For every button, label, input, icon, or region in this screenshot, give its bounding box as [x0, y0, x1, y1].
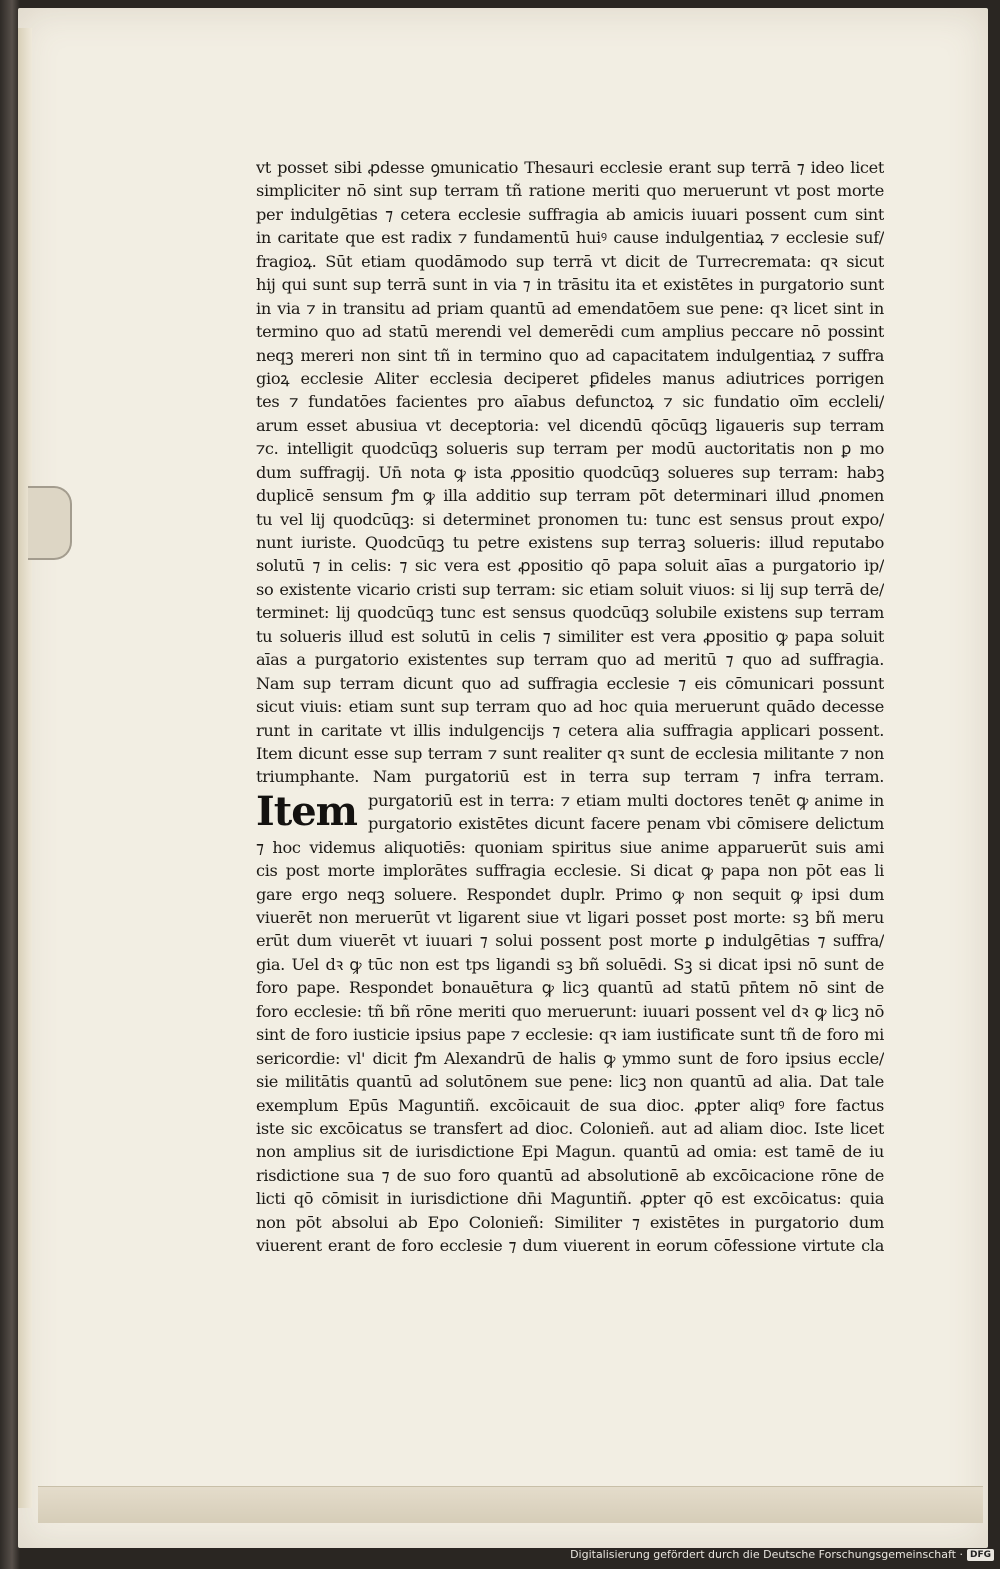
text-line: sicut viuis: etiam sunt sup terram quo ad hoc quia meruerunt quādo decesse [256, 697, 884, 717]
text-line: erūt dum viuerēt vt iuuari ⁊ solui possent post morte ꝑ indulgētias ⁊ suffra/ [256, 931, 884, 951]
text-line: per indulgētias ⁊ cetera ecclesie suffragia ab amicis iuuari possent cum sint [256, 204, 884, 224]
text-column [256, 156, 884, 1258]
page-edge [18, 28, 32, 1508]
text-line: tu vel lij quodcūqꝫ: si determinet pronomen tu: tunc est sensus prout expo/ [256, 509, 884, 529]
text-line: simpliciter nō sint sup terram tñ ratione meriti quo meruerunt vt post morte [256, 181, 884, 201]
text-line: gia. Uel dꝛ ꝙ tūc non est tps ligandi sꝫ bñ soluēdi. Sꝫ si dicat ipsi nō sunt de [256, 954, 884, 974]
text-line: sint de foro iusticie ipsius pape ⁊ ecclesie: qꝛ iam iustificate sunt tñ de foro mi [256, 1025, 884, 1045]
text-line: Nam sup terram dicunt quo ad suffragia ecclesie ⁊ eis cōmunicari possunt [256, 673, 884, 693]
text-line: risdictione sua ⁊ de suo foro quantū ad absolutionē ab excōicacione rōne de [256, 1165, 884, 1185]
text-section-top [256, 156, 884, 789]
text-line: tes ⁊ fundatōes facientes pro aīabus defunctoꝝ ⁊ sic fundatio oīm eccleli/ [256, 392, 884, 412]
text-line: nunt iuriste. Quodcūqꝫ tu petre existens sup terraꝫ solueris: illud reputabo [256, 533, 884, 552]
text-section-bottom [256, 836, 884, 1258]
text-line: sie militātis quantū ad solutōnem sue pene: licꝫ non quantū ad alia. Dat tale [256, 1072, 884, 1092]
text-line: exemplum Epūs Maguntiñ. excōicauit de sua dioc. ꝓpter aliqꝰ fore factus [256, 1095, 884, 1115]
text-line: runt in caritate vt illis indulgencijs ⁊ cetera alia suffragia applicari possent. [256, 720, 884, 740]
text-line: foro pape. Respondet bonauētura ꝙ licꝫ quantū ad statū pn̄tem nō sint de [256, 978, 884, 998]
text-line: purgatorio existētes dicunt facere penam vbi cōmisere delictum [368, 814, 884, 834]
binding-clip [28, 486, 72, 560]
text-line: gioꝝ ecclesie Aliter ecclesia deciperet ꝑfideles manus adiutrices porrigen [256, 368, 884, 388]
text-line: terminet: lij quodcūqꝫ tunc est sensus quodcūqꝫ solubile existens sup terram [256, 603, 884, 623]
text-line: cis post morte implorātes suffragia ecclesie. Si dicat ꝙ papa non pōt eas li [256, 861, 884, 881]
text-line: non amplius sit de iurisdictione Epi Magun. quantū ad omia: est tamē de iu [256, 1142, 884, 1162]
text-line: termino quo ad statū merendi vel demerēdi cum amplius peccare nō possint [256, 322, 884, 342]
text-line: triumphante. Nam purgatoriū est in terra sup terram ⁊ infra terram. [256, 767, 884, 787]
decorated-initial: Item [256, 787, 357, 835]
text-line: tu solueris illud est solutū in celis ⁊ similiter est vera ꝓpositio ꝙ papa soluit [256, 626, 884, 646]
text-line: ⁊c. intelligit quodcūqꝫ solueris sup terram per modū auctoritatis non ꝑ mo [256, 439, 884, 459]
text-line: arum esset abusiua vt deceptoria: vel dicendū qōcūqꝫ ligaueris sup terram [256, 415, 884, 435]
text-line: viuerēt non meruerūt vt ligarent siue vt ligari posset post morte: sꝫ bñ meru [256, 908, 884, 927]
digitization-footer [570, 1548, 994, 1561]
text-line: solutū ⁊ in celis: ⁊ sic vera est ꝓpositio qō papa soluit aīas a purgatorio ip/ [256, 556, 884, 576]
text-line: gare ergo neqꝫ soluere. Respondet duplr. Primo ꝙ non sequit ꝙ ipsi dum [256, 884, 884, 904]
text-line: fragioꝝ. Sūt etiam quodāmodo sup terrā vt dicit de Turrecremata: qꝛ sicut [256, 251, 884, 271]
text-line: vt posset sibi ꝓdesse ꝯmunicatio Thesauri ecclesie erant sup terrā ⁊ ideo licet [256, 158, 884, 177]
initial-paragraph [256, 789, 884, 836]
text-line: viuerent erant de foro ecclesie ⁊ dum viuerent in eorum cōfessione virtute cla [256, 1236, 884, 1256]
text-line: Item dicunt esse sup terram ⁊ sunt realiter qꝛ sunt de ecclesia militante ⁊ non [256, 743, 884, 763]
text-line: dum suffragij. Un̄ nota ꝙ ista ꝓpositio quodcūqꝫ solueres sup terram: habꝫ [256, 462, 884, 482]
text-line: purgatoriū est in terra: ⁊ etiam multi doctores tenēt ꝙ anime in [368, 790, 884, 810]
text-line: licti qō cōmisit in iurisdictione dn̄i Maguntiñ. ꝓpter qō est excōicatus: quia [256, 1189, 884, 1209]
text-line: in via ⁊ in transitu ad priam quantū ad emendatōem sue pene: qꝛ licet sint in [256, 298, 884, 318]
text-line: so existente vicario cristi sup terram: sic etiam soluit viuos: si lij sup terrā de/ [256, 579, 884, 599]
text-line: aīas a purgatorio existentes sup terram quo ad meritū ⁊ quo ad suffragia. [256, 650, 884, 670]
text-line: ⁊ hoc videmus aliquotiēs: quoniam spiritus siue anime apparuerūt suis ami [256, 837, 884, 857]
footer-text: Digitalisierung gefördert durch die Deutsche Forschungsgemeinschaft · [570, 1548, 963, 1561]
page-fold [38, 1486, 983, 1523]
text-line: iste sic excōicatus se transfert ad dioc. Colonieñ. aut ad aliam dioc. Iste licet [256, 1118, 884, 1138]
dfg-logo-icon: DFG [967, 1549, 994, 1561]
text-line: in caritate que est radix ⁊ fundamentū huiꝰ cause indulgentiaꝝ ⁊ ecclesie suf/ [256, 228, 884, 248]
text-line: foro ecclesie: tñ bñ rōne meriti quo meruerunt: iuuari possent vel dꝛ ꝙ licꝫ nō [256, 1001, 884, 1021]
text-line: neqꝫ mereri non sint tñ in termino quo ad capacitatem indulgentiaꝝ ⁊ suffra [256, 345, 884, 365]
text-line: sericordie: vl' dicit ꝭm Alexandrū de halis ꝙ ymmo sunt de foro ipsius eccle/ [256, 1048, 884, 1068]
text-line: non pōt absolui ab Epo Colonieñ: Similiter ⁊ existētes in purgatorio dum [256, 1212, 884, 1232]
text-line: hij qui sunt sup terrā sunt in via ⁊ in trāsitu ita et existētes in purgatorio sunt [256, 275, 884, 295]
text-line: duplicē sensum ꝭm ꝙ illa additio sup terram pōt determinari illud ꝓnomen [256, 486, 884, 506]
